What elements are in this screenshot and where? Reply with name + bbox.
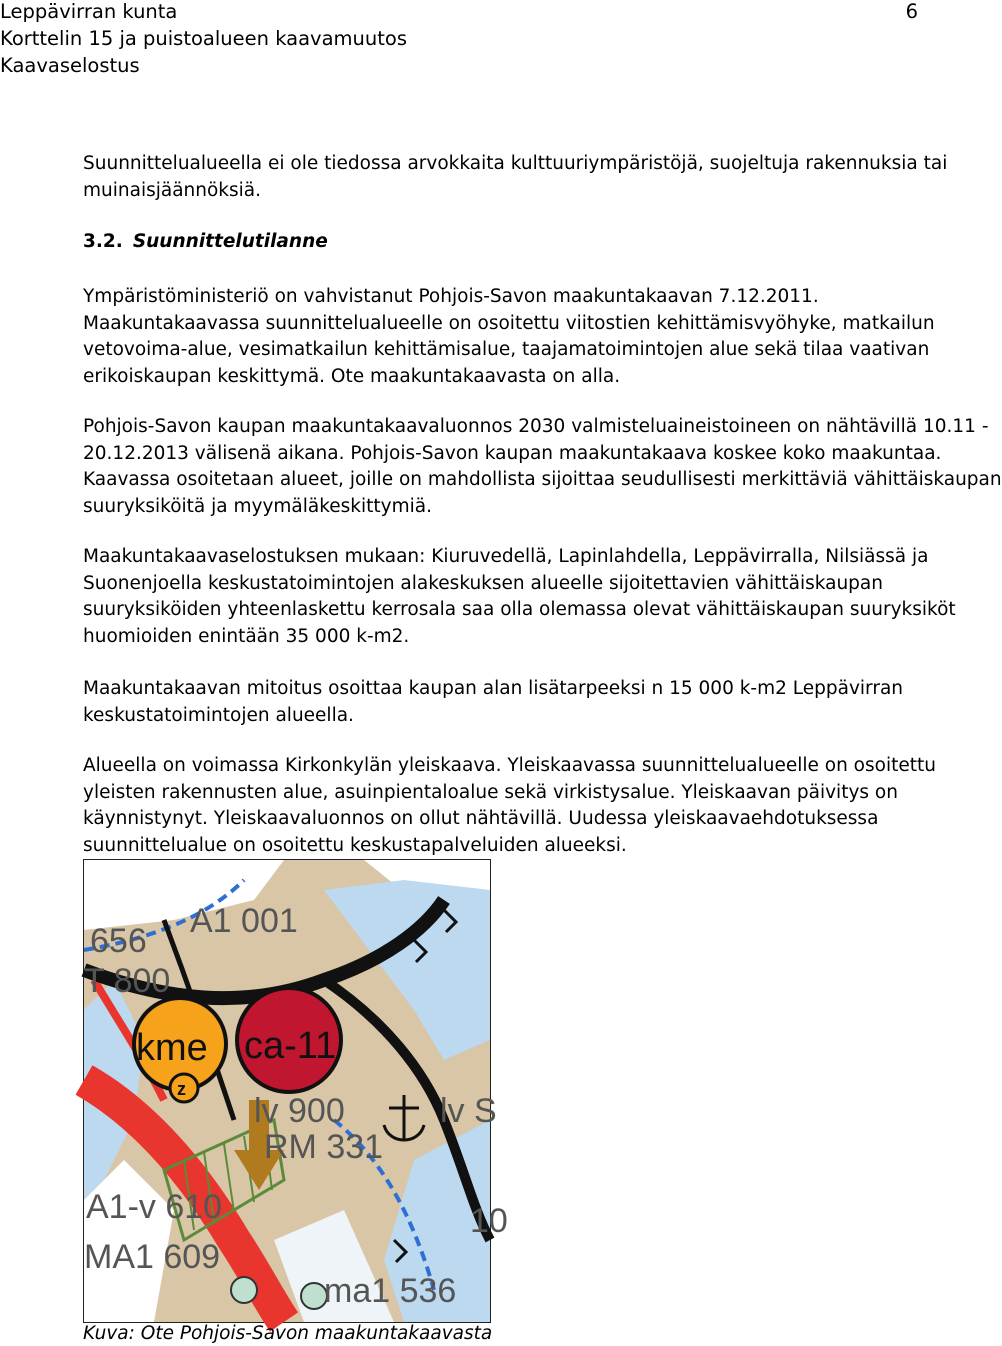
section-number: 3.2. — [83, 231, 123, 252]
regional-plan-map — [83, 859, 508, 1323]
text-line: yleisten rakennusten alue, asuinpientaloalue sekä virkistysalue. Yleiskaavan päivitys on — [83, 781, 898, 803]
map-label-10: 10 — [470, 1202, 508, 1240]
map-label-ca11: ca-11 — [244, 1025, 337, 1067]
map-label-rm331: RM 331 — [264, 1128, 384, 1166]
paragraph-heritage — [83, 151, 963, 204]
paragraph-master-plan — [83, 753, 963, 860]
text-line: käynnistynyt. Yleiskaavaluonnos on ollut nähtävillä. Uudessa yleiskaavaehdotuksessa — [83, 808, 879, 830]
text-line: Ympäristöministeriö on vahvistanut Pohjois-Savon maakuntakaavan 7.12.2011. — [83, 286, 819, 307]
paragraph-regional-plan — [83, 284, 963, 391]
text-line: suuryksiköitä ja myymäläkeskittymiä. — [83, 496, 432, 518]
text-line: Suonenjoella keskustatoimintojen alakeskuksen alueelle sijoitettavien vähittäiskaupan — [83, 572, 883, 594]
map-label-z: z — [177, 1079, 186, 1099]
map-graphic — [84, 860, 508, 1322]
paragraph-plan-report — [83, 544, 963, 651]
text-line: 20.12.2013 välisenä aikana. Pohjois-Savon kaupan maakuntakaava koskee koko maakuntaa. — [83, 442, 942, 464]
paragraph-dimensioning — [83, 676, 963, 729]
map-label-kme: kme — [136, 1027, 208, 1069]
text-line: muinaisjäännöksiä. — [83, 179, 262, 201]
header-project: Korttelin 15 ja puistoalueen kaavamuutos — [0, 27, 407, 50]
map-label-656: 656 — [90, 922, 147, 960]
map-label-lv900: lv 900 — [254, 1092, 345, 1130]
section-title: Suunnittelutilanne — [132, 231, 328, 252]
text-line: huomioiden enintään 35 000 k-m2. — [83, 626, 410, 648]
text-line: keskustatoimintojen alueella. — [83, 704, 354, 726]
text-line: suunnittelualue on osoitettu keskustapalveluiden alueeksi. — [83, 835, 627, 857]
text-line: suuryksiköiden yhteenlaskettu kerrosala saa olla olemassa olevat vähittäiskaupan suuryksiköt — [83, 599, 956, 621]
header-municipality: Leppävirran kunta — [0, 0, 178, 23]
figure-caption: Kuva: Ote Pohjois-Savon maakuntakaavasta — [83, 1323, 493, 1344]
map-label-a1: A1 001 — [190, 902, 298, 940]
map-label-t800: T 800 — [84, 962, 171, 1000]
map-label-lvs: lv S — [440, 1092, 497, 1130]
page-number: 6 — [905, 0, 918, 23]
text-line: vetovoima-alue, vesimatkailun kehittämisalue, taajamatoimintojen alue sekä tilaa vaativan — [83, 339, 930, 361]
paragraph-trade-plan — [83, 414, 1002, 521]
text-line: erikoiskaupan keskittymä. Ote maakuntakaavasta on alla. — [83, 366, 621, 388]
map-label-ma1: MA1 609 — [84, 1238, 221, 1276]
header-doc-type: Kaavaselostus — [0, 54, 140, 77]
text-line: Maakuntakaavassa suunnittelualueelle on osoitettu viitostien kehittämisvyöhyke, matkailun — [83, 312, 935, 334]
text-line: Maakuntakaavan mitoitus osoittaa kaupan alan lisätarpeeksi n 15 000 k-m2 Leppävirran — [83, 678, 904, 699]
map-label-ma1536: ma1 536 — [324, 1272, 457, 1310]
text-line: Suunnittelualueella ei ole tiedossa arvokkaita kulttuuriympäristöjä, suojeltuja rakennuksia tai — [83, 153, 948, 174]
text-line: Alueella on voimassa Kirkonkylän yleiskaava. Yleiskaavassa suunnittelualueelle on osoitettu — [83, 755, 936, 776]
point-symbol — [231, 1277, 257, 1303]
text-line: Kaavassa osoitetaan alueet, joille on mahdollista sijoittaa seudullisesti merkittäviä vähittäiskaupan — [83, 469, 1002, 491]
text-line: Pohjois-Savon kaupan maakuntakaavaluonnos 2030 valmisteluaineistoineen on nähtävillä 10.11 - — [83, 416, 989, 437]
section-heading — [83, 229, 963, 256]
text-line: Maakuntakaavaselostuksen mukaan: Kiuruvedellä, Lapinlahdella, Leppävirralla, Nilsiässä ja — [83, 546, 929, 567]
map-label-a1v: A1-v 610 — [86, 1188, 223, 1226]
